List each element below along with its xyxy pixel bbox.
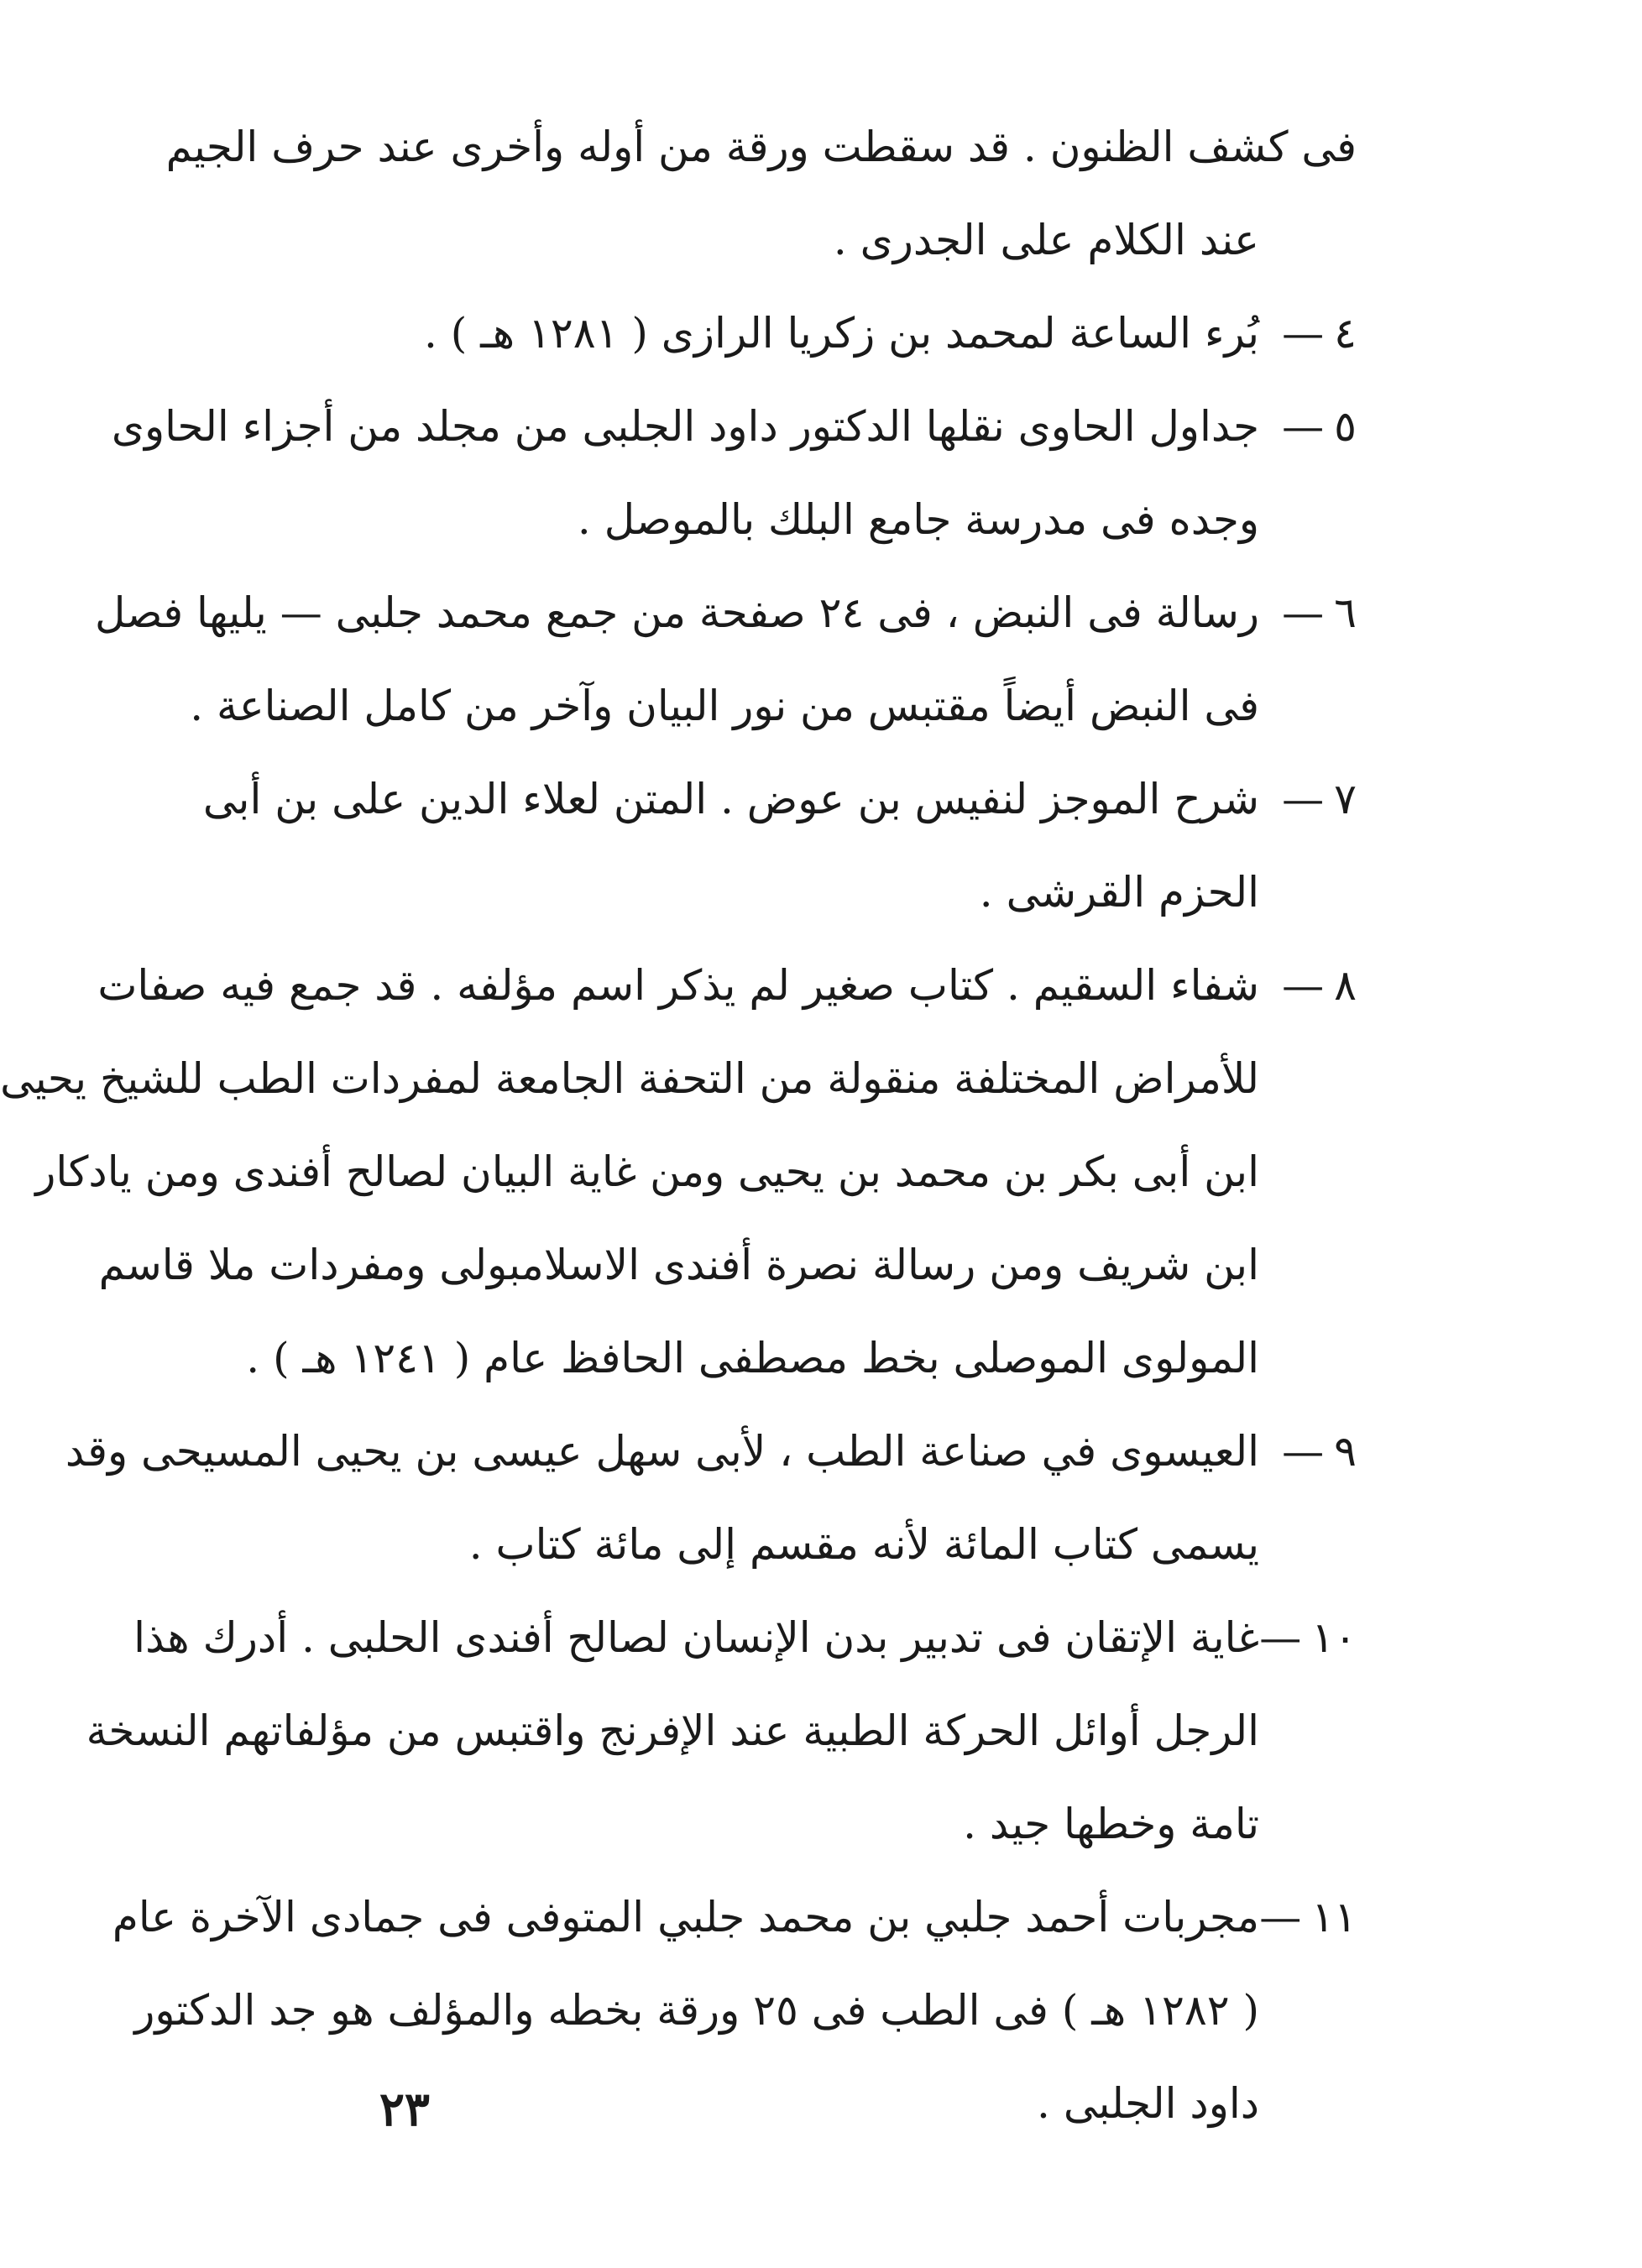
entry-10 — [86, 1591, 1357, 1871]
entry-6-number-group — [1259, 567, 1357, 660]
entry-9-text-1: العيسوى في صناعة الطب ، لأبى سهل عيسى بن يحيى المسيحى وقد — [65, 1427, 1259, 1476]
entry-6-dash: — — [1282, 588, 1325, 637]
entry-9-number: ٩ — [1334, 1427, 1357, 1476]
entry-8-text-3: ابن أبى بكر بن محمد بن يحيى ومن غاية البيان لصالح أفندى ومن يادكار — [35, 1147, 1259, 1196]
entry-4-dash: — — [1282, 309, 1325, 358]
entry-6 — [94, 567, 1357, 753]
entry-10-dash: — — [1259, 1613, 1302, 1662]
entry-9-dash: — — [1282, 1427, 1325, 1476]
entry-5-number: ٥ — [1334, 402, 1357, 451]
entry-10-text-2: الرجل أوائل الحركة الطبية عند الإفرنج واقتبس من مؤلفاتهم النسخة — [86, 1706, 1259, 1755]
entry-7-number: ٧ — [1334, 775, 1357, 823]
entry-5-text-2: وجده فى مدرسة جامع البلك بالموصل . — [577, 495, 1259, 544]
entry-6-line-1 — [94, 567, 1357, 660]
entry-8-line-1 — [97, 939, 1357, 1032]
intro-paragraph — [165, 101, 1357, 287]
entry-11-number-group — [1259, 1871, 1357, 1964]
entry-10-text-3: تامة وخطها جيد . — [963, 1800, 1259, 1848]
entry-7-number-group — [1259, 753, 1357, 846]
entry-5-text-1: جداول الحاوى نقلها الدكتور داود الجلبى من مجلد من أجزاء الحاوى — [111, 402, 1259, 451]
entry-6-number: ٦ — [1334, 588, 1357, 637]
page-number: ٢٣ — [379, 2082, 430, 2137]
entry-8-text-5: المولوى الموصلى بخط مصطفى الحافظ عام ( ١٢٤١ هـ ) . — [246, 1334, 1259, 1382]
entry-9-text-2: يسمى كتاب المائة لأنه مقسم إلى مائة كتاب . — [468, 1520, 1259, 1569]
entry-11-line-1 — [112, 1871, 1357, 1964]
entry-5-line-1 — [111, 380, 1357, 473]
entry-4 — [356, 287, 1357, 380]
entry-8-text-1: شفاء السقيم . كتاب صغير لم يذكر اسم مؤلفه . قد جمع فيه صفات — [97, 961, 1259, 1010]
entry-10-number: ١٠ — [1311, 1613, 1357, 1662]
entry-6-text-1: رسالة فى النبض ، فى ٢٤ صفحة من جمع محمد جلبى — يليها فصل — [94, 588, 1259, 637]
entry-6-text-2: فى النبض أيضاً مقتبس من نور البيان وآخر من كامل الصناعة . — [190, 682, 1259, 730]
entry-8-number: ٨ — [1334, 961, 1357, 1010]
entry-5 — [111, 380, 1357, 567]
entry-8-text-4: ابن شريف ومن رسالة نصرة أفندى الاسلامبولى ومفردات ملا قاسم — [98, 1241, 1259, 1289]
intro-line-1: فى كشف الظنون . قد سقطت ورقة من أوله وأخرى عند حرف الجيم — [165, 123, 1357, 171]
entry-7-dash: — — [1282, 775, 1325, 823]
entry-7-text-2: الحزم القرشى . — [979, 868, 1259, 917]
entry-4-number: ٤ — [1334, 309, 1357, 358]
entry-10-line-1 — [133, 1591, 1357, 1685]
entry-8-text-2: للأمراض المختلفة منقولة من التحفة الجامعة لمفردات الطب للشيخ يحيى — [0, 1054, 1259, 1103]
entry-7 — [202, 753, 1357, 939]
entry-11-dash: — — [1259, 1893, 1302, 1941]
entry-11-number: ١١ — [1311, 1893, 1357, 1941]
entry-5-number-group — [1259, 380, 1357, 473]
entry-7-text-1: شرح الموجز لنفيس بن عوض . المتن لعلاء الدين على بن أبى — [202, 775, 1259, 823]
entry-5-dash: — — [1282, 402, 1325, 451]
entry-4-number-group — [1259, 287, 1357, 380]
entry-10-number-group — [1259, 1591, 1357, 1685]
entry-7-line-1 — [202, 753, 1357, 846]
entry-9 — [65, 1405, 1357, 1591]
entry-10-text-1: غاية الإتقان فى تدبير بدن الإنسان لصالح أفندى الحلبى . أدرك هذا — [133, 1613, 1259, 1662]
entry-8-dash: — — [1282, 961, 1325, 1010]
page-body — [0, 101, 1357, 2150]
entry-8 — [0, 939, 1357, 1405]
entry-8-number-group — [1259, 939, 1357, 1032]
entry-9-line-1 — [65, 1405, 1357, 1498]
entry-11 — [112, 1871, 1357, 2150]
entry-11-text-2: ( ١٢٨٢ هـ ) فى الطب فى ٢٥ ورقة بخطه والمؤلف هو جد الدكتور — [134, 1986, 1259, 2035]
entry-11-text-1: مجربات أحمد جلبي بن محمد جلبي المتوفى فى جمادى الآخرة عام — [112, 1893, 1259, 1941]
entry-9-number-group — [1259, 1405, 1357, 1498]
entry-11-text-3: داود الجلبى . — [1037, 2079, 1259, 2128]
entry-4-text-1: بُرء الساعة لمحمد بن زكريا الرازى ( ١٢٨١ هـ ) . — [423, 309, 1259, 358]
entry-4-line-1 — [356, 287, 1357, 380]
intro-line-2: عند الكلام على الجدرى . — [833, 216, 1259, 264]
